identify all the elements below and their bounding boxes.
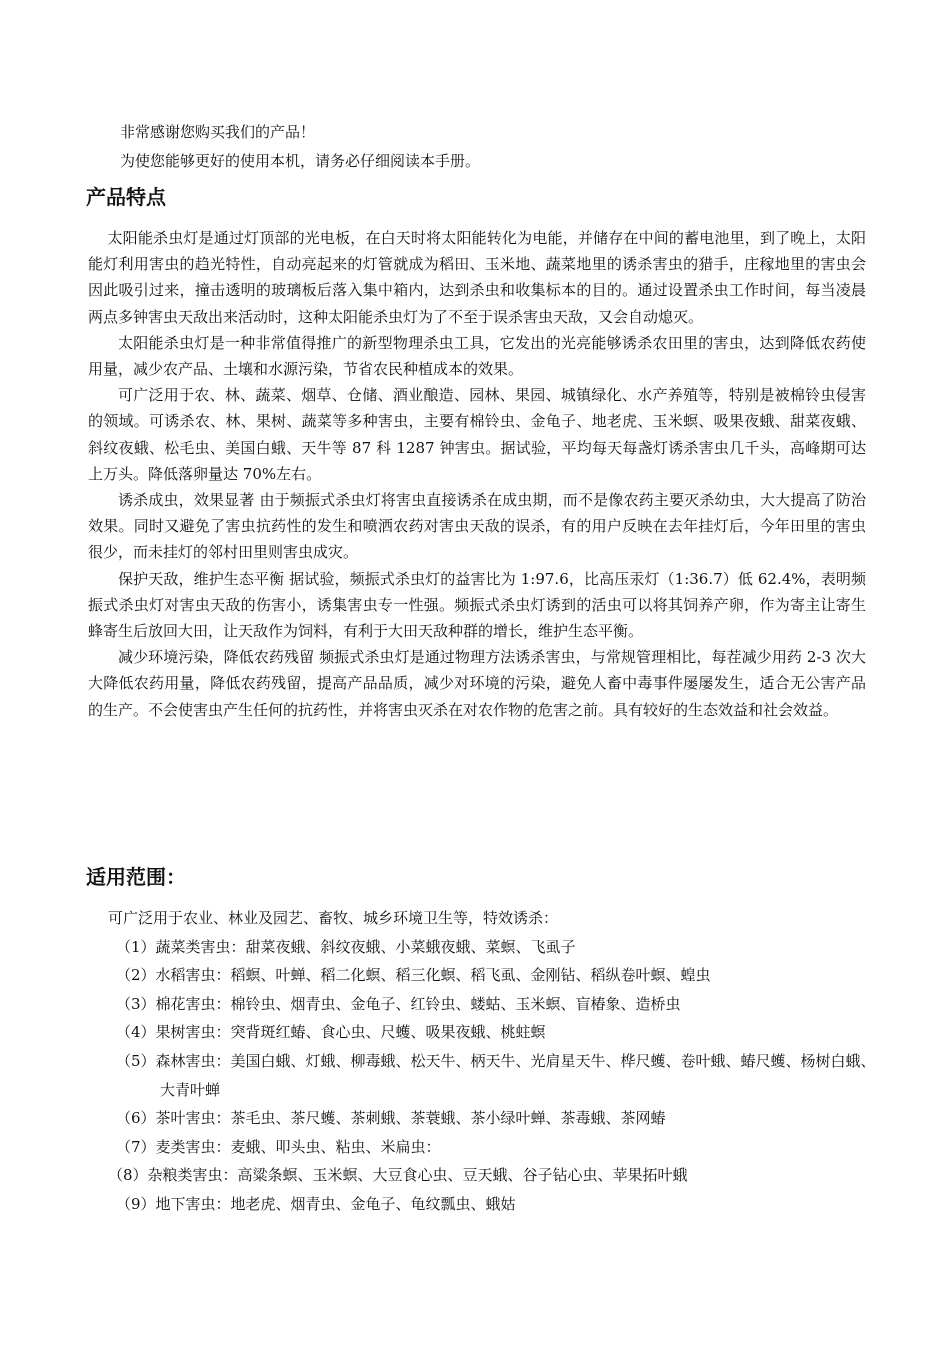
pest-list-item: （2）水稻害虫：稻螟、叶蝉、稻二化螟、稻三化螟、稻飞虱、金刚钻、稻纵卷叶螟、蝗虫 — [116, 966, 711, 985]
pest-list-item: （4）果树害虫：突背斑红蝽、食心虫、尺蠖、吸果夜蛾、桃蛀螟 — [116, 1023, 546, 1042]
features-paragraph: 太阳能杀虫灯是通过灯顶部的光电板，在白天时将太阳能转化为电能，并储存在中间的蓄电池里，到了晚上，太阳能灯利用害虫的趋光特性，自动亮起来的灯管就成为稻田、玉米地、蔬菜地里的诱杀害虫的猎手，庄稼地里的害虫会因此吸引过来，撞击透明的玻璃板后落入集中箱内，达到杀虫和收集标本的目的。通过设置杀虫工作时间，每当凌晨两点多钟害虫天敌出来活动时，这种太阳能杀虫灯为了不至于误杀害虫天敌，又会自动熄灭。 — [88, 229, 866, 326]
scope-intro: 可广泛用于农业、林业及园艺、畜牧、城乡环境卫生等，特效诱杀： — [108, 909, 559, 927]
scope-heading: 适用范围： — [86, 865, 186, 889]
scope-section — [108, 904, 878, 1219]
features-paragraph: 诱杀成虫，效果显著 由于频振式杀虫灯将害虫直接诱杀在成虫期，而不是像农药主要灭杀幼虫，大大提高了防治效果。同时又避免了害虫抗药性的发生和喷洒农药对害虫天敌的误杀，有的用户反映在去年挂灯后，今年田里的害虫很少，而未挂灯的邻村田里则害虫成灾。 — [88, 491, 866, 562]
features-heading: 产品特点 — [86, 185, 166, 209]
features-section — [88, 225, 866, 723]
intro-read-manual: 为使您能够更好的使用本机，请务必仔细阅读本手册。 — [120, 152, 481, 170]
pest-list-item: （8）杂粮类害虫：高粱条螟、玉米螟、大豆食心虫、豆天蛾、谷子钻心虫、苹果拓叶蛾 — [108, 1166, 688, 1185]
pest-list-item: （6）茶叶害虫：茶毛虫、茶尺蠖、茶刺蛾、茶蓑蛾、茶小绿叶蝉、茶毒蛾、茶网蝽 — [116, 1109, 666, 1128]
features-paragraph: 减少环境污染，降低农药残留 频振式杀虫灯是通过物理方法诱杀害虫，与常规管理相比，每茬减少用药 2-3 次大大降低农药用量，降低农药残留，提高产品品质，减少对环境的污染，避免人畜中毒事件屡屡发生，适合无公害产品的生产。不会使害虫产生任何的抗药性，并将害虫灭杀在对农作物的危害之前。具有较好的生态效益和社会效益。 — [88, 648, 866, 719]
features-paragraph: 可广泛用于农、林、蔬菜、烟草、仓储、酒业酿造、园林、果园、城镇绿化、水产养殖等，特别是被棉铃虫侵害的领域。可诱杀农、林、果树、蔬菜等多种害虫，主要有棉铃虫、金龟子、地老虎、玉米螟、吸果夜蛾、甜菜夜蛾、斜纹夜蛾、松毛虫、美国白蛾、天牛等 87 科 1287 钟害虫。据试验，平均每天每盏灯诱杀害虫几千头，高峰期可达上万头。降低落卵量达 70%左右。 — [88, 386, 866, 483]
pest-list-item: （1）蔬菜类害虫：甜菜夜蛾、斜纹夜蛾、小菜蛾夜蛾、菜螟、飞虱子 — [116, 937, 576, 956]
pest-list-item: （9）地下害虫：地老虎、烟青虫、金龟子、龟纹瓢虫、蛾姑 — [116, 1194, 516, 1213]
pest-list-item: （5）森林害虫：美国白蛾、灯蛾、柳毒蛾、松天牛、柄天牛、光肩星天牛、桦尺蠖、卷叶蛾、蝽尺蠖、杨树白蛾、大青叶蝉 — [116, 1051, 876, 1099]
pest-list-item: （7）麦类害虫：麦蛾、叩头虫、粘虫、米扁虫： — [116, 1137, 441, 1156]
pest-list — [108, 933, 878, 1219]
intro-thanks: 非常感谢您购买我们的产品！ — [120, 123, 316, 141]
features-paragraph: 保护天敌，维护生态平衡 据试验，频振式杀虫灯的益害比为 1:97.6，比高压汞灯（1:36.7）低 62.4%，表明频振式杀虫灯对害虫天敌的伤害小，诱集害虫专一性强。频振式杀虫灯诱到的活虫可以将其饲养产卵，作为寄主让寄生蜂寄生后放回大田，让天敌作为饲料，有利于大田天敌种群的增长，维护生态平衡。 — [88, 569, 866, 641]
intro-block — [120, 118, 880, 176]
features-paragraph: 太阳能杀虫灯是一种非常值得推广的新型物理杀虫工具，它发出的光亮能够诱杀农田里的害虫，达到降低农药使用量，减少农产品、土壤和水源污染，节省农民种植成本的效果。 — [88, 333, 866, 379]
pest-list-item: （3）棉花害虫：棉铃虫、烟青虫、金龟子、红铃虫、蝼蛄、玉米螟、盲椿象、造桥虫 — [116, 994, 681, 1013]
